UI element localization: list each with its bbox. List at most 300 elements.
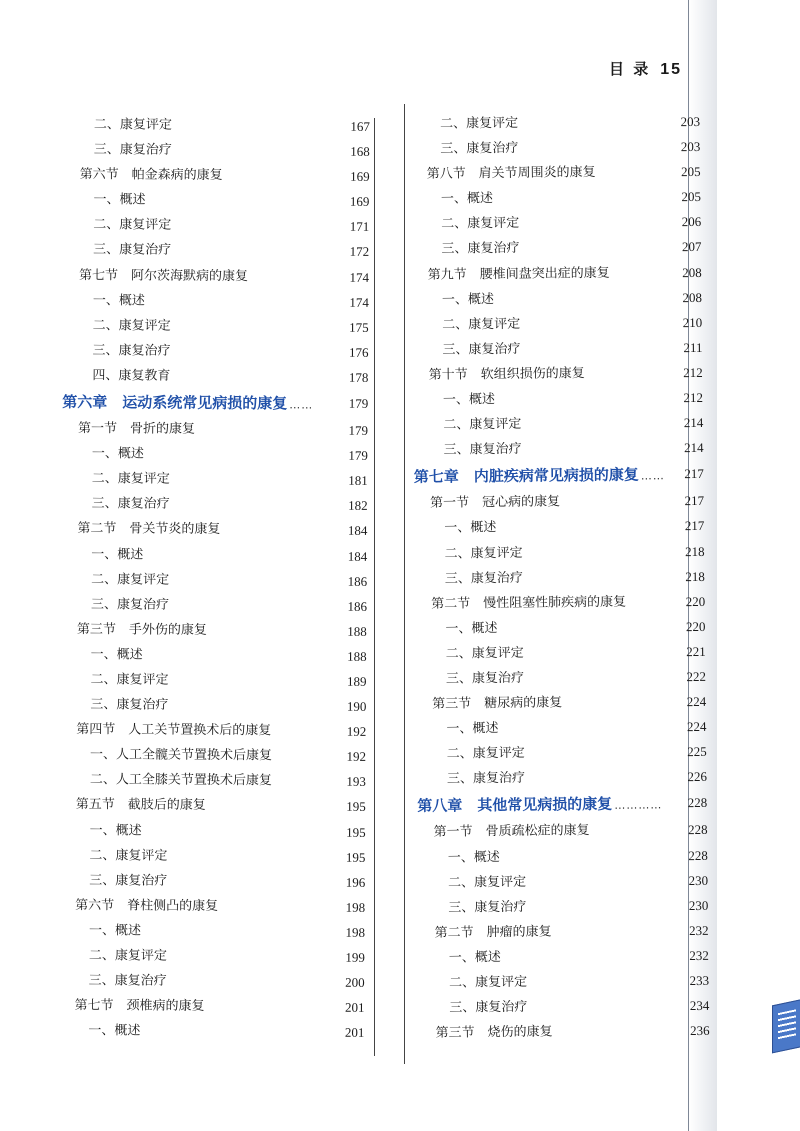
toc-entry-text: 三、康复治疗 [93, 242, 172, 259]
book-icon [772, 999, 800, 1054]
toc-entry-title [446, 716, 498, 742]
toc-entry-text: 一、概述 [91, 446, 144, 462]
toc-item-entry[interactable] [56, 363, 368, 390]
toc-entry-title [76, 717, 271, 743]
toc-item-entry[interactable] [411, 739, 707, 767]
toc-entry-title [90, 692, 168, 718]
toc-section-entry[interactable] [52, 993, 364, 1020]
toc-page-number: 201 [344, 1025, 365, 1041]
toc-page-number: 208 [682, 264, 702, 280]
toc-entry-text: 第六章 运动系统常见病损的康复 [62, 393, 288, 413]
toc-item-entry[interactable] [54, 692, 366, 719]
toc-item-entry[interactable] [410, 714, 706, 742]
toc-entry-text: 二、康复评定 [440, 115, 519, 132]
toc-page-number: 212 [683, 364, 703, 381]
page-header [609, 58, 682, 79]
toc-page-number: 220 [685, 593, 706, 609]
toc-page-number: 184 [347, 523, 368, 539]
toc-entry-title [444, 540, 522, 566]
toc-entry-text: 二、康复评定 [446, 746, 525, 762]
toc-entry-title [77, 517, 220, 543]
toc-page-number: 217 [684, 518, 705, 534]
toc-section-entry[interactable] [57, 263, 369, 290]
toc-entry-title [62, 388, 313, 420]
toc-page-number: 228 [687, 822, 708, 838]
toc-item-entry[interactable] [405, 234, 701, 262]
toc-entry-text: 一、概述 [446, 721, 499, 737]
toc-entry-text: 三、康复治疗 [448, 899, 527, 916]
toc-item-entry[interactable] [407, 435, 703, 463]
toc-entry-text: 第二节 肿瘤的康复 [434, 924, 552, 941]
toc-item-entry[interactable] [406, 335, 702, 363]
toc-page-number: 218 [685, 543, 705, 559]
header-page-number: 15 [660, 61, 682, 78]
toc-page-number: 228 [688, 847, 708, 863]
toc-entry-title [89, 843, 167, 869]
toc-leader-dots: …… [640, 469, 665, 483]
toc-entry-title [88, 1018, 140, 1043]
toc-entry-text: 一、概述 [91, 546, 144, 563]
toc-section-entry[interactable] [58, 162, 370, 189]
toc-item-entry[interactable] [405, 209, 701, 237]
toc-entry-text: 第三节 手外伤的康复 [76, 621, 207, 638]
toc-item-entry[interactable] [55, 567, 367, 594]
toc-page-number: 234 [689, 997, 710, 1014]
toc-entry-title [90, 768, 272, 794]
toc-entry-title [443, 412, 521, 438]
toc-entry-title [444, 515, 496, 541]
toc-entry-text: 三、康复治疗 [440, 140, 519, 157]
toc-page-number: 169 [350, 168, 370, 185]
toc-entry-text: 一、概述 [445, 620, 498, 637]
toc-entry-text: 三、康复治疗 [445, 670, 525, 687]
toc-page-number: 211 [683, 339, 703, 355]
toc-right-column [404, 109, 710, 1046]
toc-entry-text: 二、康复评定 [449, 974, 528, 991]
toc-entry-title [440, 111, 518, 137]
toc-page-number: 195 [346, 799, 366, 815]
toc-entry-title [432, 690, 562, 716]
toc-entry-title [448, 845, 500, 871]
toc-page-number: 195 [346, 824, 366, 840]
toc-page-number: 186 [347, 598, 368, 614]
toc-entry-title [92, 441, 144, 466]
toc-entry-text: 三、康复治疗 [90, 596, 170, 613]
toc-leader-dots: …… [289, 398, 314, 412]
toc-entry-title [94, 137, 172, 163]
toc-section-entry[interactable] [55, 617, 367, 644]
toc-entry-title [448, 894, 526, 920]
toc-page-number: 189 [346, 673, 367, 689]
toc-entry-text: 第九节 腰椎间盘突出症的康复 [427, 265, 610, 283]
toc-section-entry[interactable] [54, 792, 366, 819]
toc-item-entry[interactable] [58, 137, 370, 164]
toc-entry-text: 第二节 骨关节炎的康复 [77, 521, 221, 538]
toc-entry-text: 一、概述 [440, 191, 494, 207]
toc-page-number: 196 [345, 874, 366, 890]
toc-page-number: 199 [345, 949, 365, 965]
toc-page-number: 232 [689, 947, 709, 963]
toc-page-number: 200 [345, 974, 365, 990]
toc-entry-text: 二、康复评定 [447, 874, 527, 891]
toc-entry-title [449, 970, 527, 996]
toc-entry-title [93, 238, 171, 264]
toc-left-column [52, 112, 370, 1045]
toc-entry-title [442, 287, 494, 313]
toc-page-number: 224 [686, 693, 707, 710]
toc-entry-text: 二、康复评定 [92, 317, 171, 334]
toc-entry-text: 第七节 颈椎病的康复 [74, 998, 205, 1015]
toc-entry-text: 三、康复治疗 [90, 697, 169, 713]
toc-item-entry[interactable] [53, 868, 365, 895]
toc-section-entry[interactable] [407, 360, 703, 388]
toc-entry-title [93, 313, 171, 339]
toc-entry-title [76, 793, 206, 819]
toc-page-number: 167 [350, 118, 370, 134]
toc-entry-title [447, 741, 525, 767]
toc-entry-text: 三、康复治疗 [89, 872, 168, 889]
toc-entry-text: 三、康复治疗 [93, 142, 172, 158]
toc-section-entry[interactable] [55, 516, 367, 543]
toc-page-number: 193 [346, 774, 366, 790]
toc-item-entry[interactable] [407, 410, 703, 438]
toc-leader-dots: ………… [614, 798, 663, 813]
toc-item-entry[interactable] [55, 541, 367, 568]
toc-entry-title [92, 466, 170, 492]
toc-entry-text: 一、人工全髋关节置换术后康复 [90, 747, 273, 764]
toc-item-entry[interactable] [56, 491, 368, 518]
toc-page-number: 233 [689, 972, 710, 989]
toc-entry-text: 一、概述 [88, 1023, 141, 1039]
toc-entry-text: 二、康复评定 [93, 217, 172, 234]
toc-entry-title [90, 742, 272, 768]
toc-page-number: 181 [348, 472, 368, 489]
toc-entry-text: 二、康复评定 [89, 847, 168, 864]
toc-page-number: 195 [345, 849, 366, 865]
toc-item-entry[interactable] [53, 918, 365, 945]
toc-page-number: 206 [681, 214, 702, 230]
toc-page-number: 226 [687, 769, 708, 785]
toc-page-number: 203 [680, 138, 701, 155]
toc-entry-title [440, 136, 518, 162]
toc-section-entry[interactable] [53, 893, 365, 920]
toc-item-entry[interactable] [54, 767, 366, 794]
toc-item-entry[interactable] [56, 338, 368, 365]
toc-entry-title [427, 160, 596, 187]
toc-section-entry[interactable] [412, 918, 708, 946]
toc-page-number: 224 [686, 719, 707, 735]
toc-page-number: 230 [688, 897, 709, 913]
toc-entry-title [92, 492, 170, 518]
toc-item-entry[interactable] [409, 563, 705, 591]
toc-entry-title [93, 288, 145, 313]
toc-entry-title [89, 943, 167, 969]
toc-item-entry[interactable] [410, 639, 706, 667]
toc-page-number: 169 [349, 194, 370, 210]
toc-section-entry[interactable] [414, 1018, 710, 1046]
toc-item-entry[interactable] [56, 441, 368, 468]
toc-page-number: 220 [685, 618, 706, 634]
toc-entry-text: 第二节 慢性阻塞性肺疾病的康复 [431, 594, 627, 612]
toc-item-entry[interactable] [57, 187, 369, 214]
toc-page-number: 172 [349, 244, 370, 260]
toc-entry-text: 二、康复评定 [443, 416, 522, 433]
toc-entry-text: 第一节 骨折的康复 [78, 421, 196, 437]
toc-entry-text: 第四节 人工关节置换术后的康复 [76, 722, 272, 739]
toc-entry-title [430, 490, 560, 516]
toc-entry-text: 二、康复评定 [444, 545, 523, 562]
toc-section-entry[interactable] [405, 159, 701, 187]
toc-item-entry[interactable] [54, 742, 366, 769]
toc-entry-text: 第七节 阿尔茨海默病的康复 [78, 267, 249, 284]
toc-page-number: 175 [349, 319, 369, 335]
toc-item-entry[interactable] [407, 385, 703, 413]
toc-entry-title [93, 213, 171, 239]
toc-item-entry[interactable] [52, 1018, 364, 1045]
toc-entry-title [74, 993, 204, 1019]
toc-chapter-entry[interactable] [408, 460, 704, 491]
toc-page-number: 198 [345, 899, 366, 915]
toc-entry-title [446, 666, 524, 692]
toc-entry-text: 第八节 肩关节周围炎的康复 [426, 165, 596, 182]
header-title: 目 录 [608, 60, 651, 78]
toc-page-number: 203 [680, 113, 701, 130]
toc-page-number: 225 [687, 744, 707, 760]
toc-entry-title [442, 337, 520, 363]
toc-entry-text: 一、概述 [447, 849, 500, 866]
toc-entry-text: 三、康复治疗 [442, 341, 521, 358]
toc-entry-title [447, 766, 525, 792]
toc-item-entry[interactable] [53, 968, 365, 995]
toc-entry-text: 三、康复治疗 [91, 496, 170, 513]
toc-entry-title [443, 437, 521, 463]
toc-entry-text: 二、康复评定 [91, 571, 170, 588]
toc-entry-title [429, 361, 585, 388]
toc-entry-text: 一、概述 [93, 192, 146, 208]
toc-entry-text: 三、康复治疗 [441, 241, 520, 258]
toc-entry-text: 二、康复评定 [442, 316, 521, 333]
toc-item-entry[interactable] [57, 288, 369, 315]
toc-page-number: 174 [349, 269, 370, 285]
toc-item-entry[interactable] [412, 867, 708, 895]
toc-page-number: 174 [349, 294, 369, 310]
toc-page-number: 210 [682, 314, 703, 330]
toc-item-entry[interactable] [55, 592, 367, 619]
toc-entry-title [94, 112, 172, 138]
toc-page-number: 178 [348, 369, 369, 385]
toc-page-number: 222 [686, 668, 707, 685]
toc-page-number: 205 [681, 164, 701, 180]
toc-item-entry[interactable] [413, 943, 709, 971]
toc-entry-text: 二、康复评定 [93, 117, 172, 133]
toc-entry-title [89, 918, 141, 943]
toc-item-entry[interactable] [57, 212, 369, 239]
toc-item-entry[interactable] [57, 313, 369, 340]
toc-entry-title [92, 338, 170, 364]
toc-entry-text: 第六节 脊柱侧凸的康复 [75, 897, 219, 914]
toc-page-number: 176 [348, 344, 369, 360]
toc-entry-title [91, 592, 169, 618]
toc-entry-text: 三、康复治疗 [446, 771, 526, 787]
toc-page-number: 214 [683, 440, 704, 456]
toc-entry-text: 一、概述 [90, 647, 143, 663]
toc-entry-title [431, 589, 626, 616]
toc-page-number: 198 [345, 924, 366, 940]
toc-item-entry[interactable] [58, 112, 370, 139]
toc-item-entry[interactable] [411, 764, 707, 792]
toc-item-entry[interactable] [53, 843, 365, 870]
toc-entry-title [434, 919, 551, 945]
toc-item-entry[interactable] [404, 109, 700, 137]
toc-page-number: 230 [688, 872, 709, 888]
toc-entry-text: 一、概述 [88, 923, 142, 939]
toc-entry-title [80, 162, 223, 188]
toc-page-number: 188 [347, 623, 367, 639]
toc-entry-title [79, 263, 248, 289]
toc-section-entry[interactable] [54, 717, 366, 744]
column-divider-left [374, 118, 375, 1056]
toc-entry-text: 第三节 烧伤的康复 [435, 1024, 553, 1041]
toc-item-entry[interactable] [404, 134, 700, 162]
toc-page-number: 186 [347, 573, 368, 589]
toc-entry-text: 二、康复评定 [91, 471, 170, 487]
toc-page-number: 171 [349, 219, 370, 235]
toc-page-number: 188 [347, 648, 367, 664]
toc-item-entry[interactable] [409, 614, 705, 642]
toc-page-number: 228 [687, 795, 708, 811]
toc-entry-title [442, 312, 520, 338]
toc-page-number: 168 [350, 143, 370, 159]
toc-entry-text: 第一节 冠心病的康复 [430, 494, 561, 512]
toc-page-number: 217 [684, 493, 705, 509]
toc-entry-text: 第八章 其他常见病损的康复 [417, 795, 613, 816]
toc-page-number: 236 [690, 1023, 710, 1039]
toc-entry-title [449, 945, 501, 971]
toc-item-entry[interactable] [57, 237, 369, 264]
toc-item-entry[interactable] [410, 664, 706, 692]
toc-page-number: 214 [683, 415, 704, 431]
toc-entry-text: 第一节 骨质疏松症的康复 [433, 823, 590, 841]
toc-page-number: 192 [346, 749, 367, 765]
toc-page-number: 190 [346, 698, 367, 714]
toc-entry-title [441, 186, 493, 212]
toc-chapter-entry[interactable] [411, 789, 707, 820]
toc-entry-title [449, 995, 527, 1021]
toc-entry-title [75, 893, 218, 919]
toc-item-entry[interactable] [413, 993, 709, 1021]
toc-entry-title [93, 187, 145, 212]
toc-section-entry[interactable] [409, 589, 705, 617]
toc-entry-text: 第三节 糖尿病的康复 [432, 695, 563, 712]
toc-page-number: 232 [689, 922, 709, 938]
toc-page-number: 192 [346, 723, 367, 740]
toc-entry-text: 三、康复治疗 [88, 973, 167, 989]
toc-entry-text: 三、康复治疗 [443, 442, 522, 458]
toc-entry-title [443, 387, 495, 413]
toc-page-number: 212 [683, 389, 704, 406]
toc-entry-text: 一、概述 [444, 520, 497, 537]
toc-item-entry[interactable] [412, 842, 708, 870]
toc-entry-title [445, 565, 523, 591]
toc-page-number: 218 [685, 568, 705, 584]
toc-entry-text: 第六节 帕金森病的康复 [79, 167, 223, 184]
toc-section-entry[interactable] [411, 817, 707, 845]
toc-entry-text: 第五节 截肢后的康复 [75, 797, 206, 814]
toc-item-entry[interactable] [56, 466, 368, 493]
toc-item-entry[interactable] [413, 968, 709, 996]
toc-item-entry[interactable] [406, 310, 702, 338]
toc-entry-text: 第十节 软组织损伤的康复 [428, 366, 585, 383]
toc-item-entry[interactable] [53, 943, 365, 970]
toc-item-entry[interactable] [54, 667, 366, 694]
toc-page-number: 208 [682, 289, 703, 305]
toc-entry-text: 二、康复评定 [90, 672, 169, 688]
toc-item-entry[interactable] [405, 184, 701, 212]
toc-entry-title [441, 211, 519, 237]
toc-entry-title [90, 818, 142, 843]
toc-page-number: 205 [681, 189, 701, 205]
toc-entry-text: 一、概述 [442, 392, 496, 408]
toc-entry-title [91, 642, 143, 667]
toc-entry-text: 第七章 内脏疾病常见病损的康复 [413, 465, 639, 487]
toc-page-number: 182 [348, 498, 368, 514]
toc-entry-title [89, 868, 167, 894]
toc-section-entry[interactable] [56, 416, 368, 443]
toc-item-entry[interactable] [408, 513, 704, 541]
toc-chapter-entry[interactable] [56, 388, 368, 418]
toc-entry-text: 一、概述 [448, 949, 501, 966]
toc-entry-text: 一、概述 [89, 822, 142, 839]
toc-item-entry[interactable] [408, 538, 704, 566]
toc-entry-title [91, 567, 169, 593]
toc-section-entry[interactable] [408, 488, 704, 516]
toc-entry-title [77, 617, 207, 643]
toc-item-entry[interactable] [406, 285, 702, 313]
toc-entry-title [433, 819, 589, 846]
toc-entry-text: 三、康复治疗 [92, 343, 171, 359]
toc-item-entry[interactable] [55, 642, 367, 669]
toc-entry-text: 一、概述 [92, 292, 145, 309]
toc-page-number: 179 [348, 395, 369, 411]
toc-entry-title [92, 363, 170, 389]
toc-page-number: 179 [348, 447, 368, 464]
toc-page-number: 217 [684, 466, 704, 482]
toc-entry-title [90, 667, 168, 693]
toc-entry-text: 二、康复评定 [445, 645, 524, 662]
toc-entry-title [91, 542, 143, 567]
toc-entry-title [428, 260, 610, 287]
toc-entry-text: 二、人工全膝关节置换术后康复 [89, 772, 272, 789]
toc-entry-text: 二、康复评定 [88, 948, 167, 964]
toc-entry-title [89, 968, 167, 994]
toc-entry-text: 三、康复治疗 [449, 999, 528, 1016]
toc-section-entry[interactable] [410, 689, 706, 717]
toc-section-entry[interactable] [406, 259, 702, 287]
toc-page-number: 201 [344, 999, 365, 1016]
toc-page-number: 221 [686, 643, 706, 659]
toc-page-number: 179 [348, 422, 369, 438]
toc-item-entry[interactable] [412, 893, 708, 921]
toc-entry-text: 一、概述 [441, 291, 495, 308]
toc-entry-title [78, 416, 195, 442]
toc-entry-title [446, 641, 524, 667]
toc-page-number: 207 [681, 239, 702, 255]
toc-item-entry[interactable] [54, 818, 366, 845]
toc-entry-text: 二、康复评定 [441, 216, 520, 232]
toc-entry-text: 三、康复治疗 [444, 570, 523, 587]
toc-entry-title [441, 236, 519, 262]
toc-entry-title [448, 869, 526, 895]
